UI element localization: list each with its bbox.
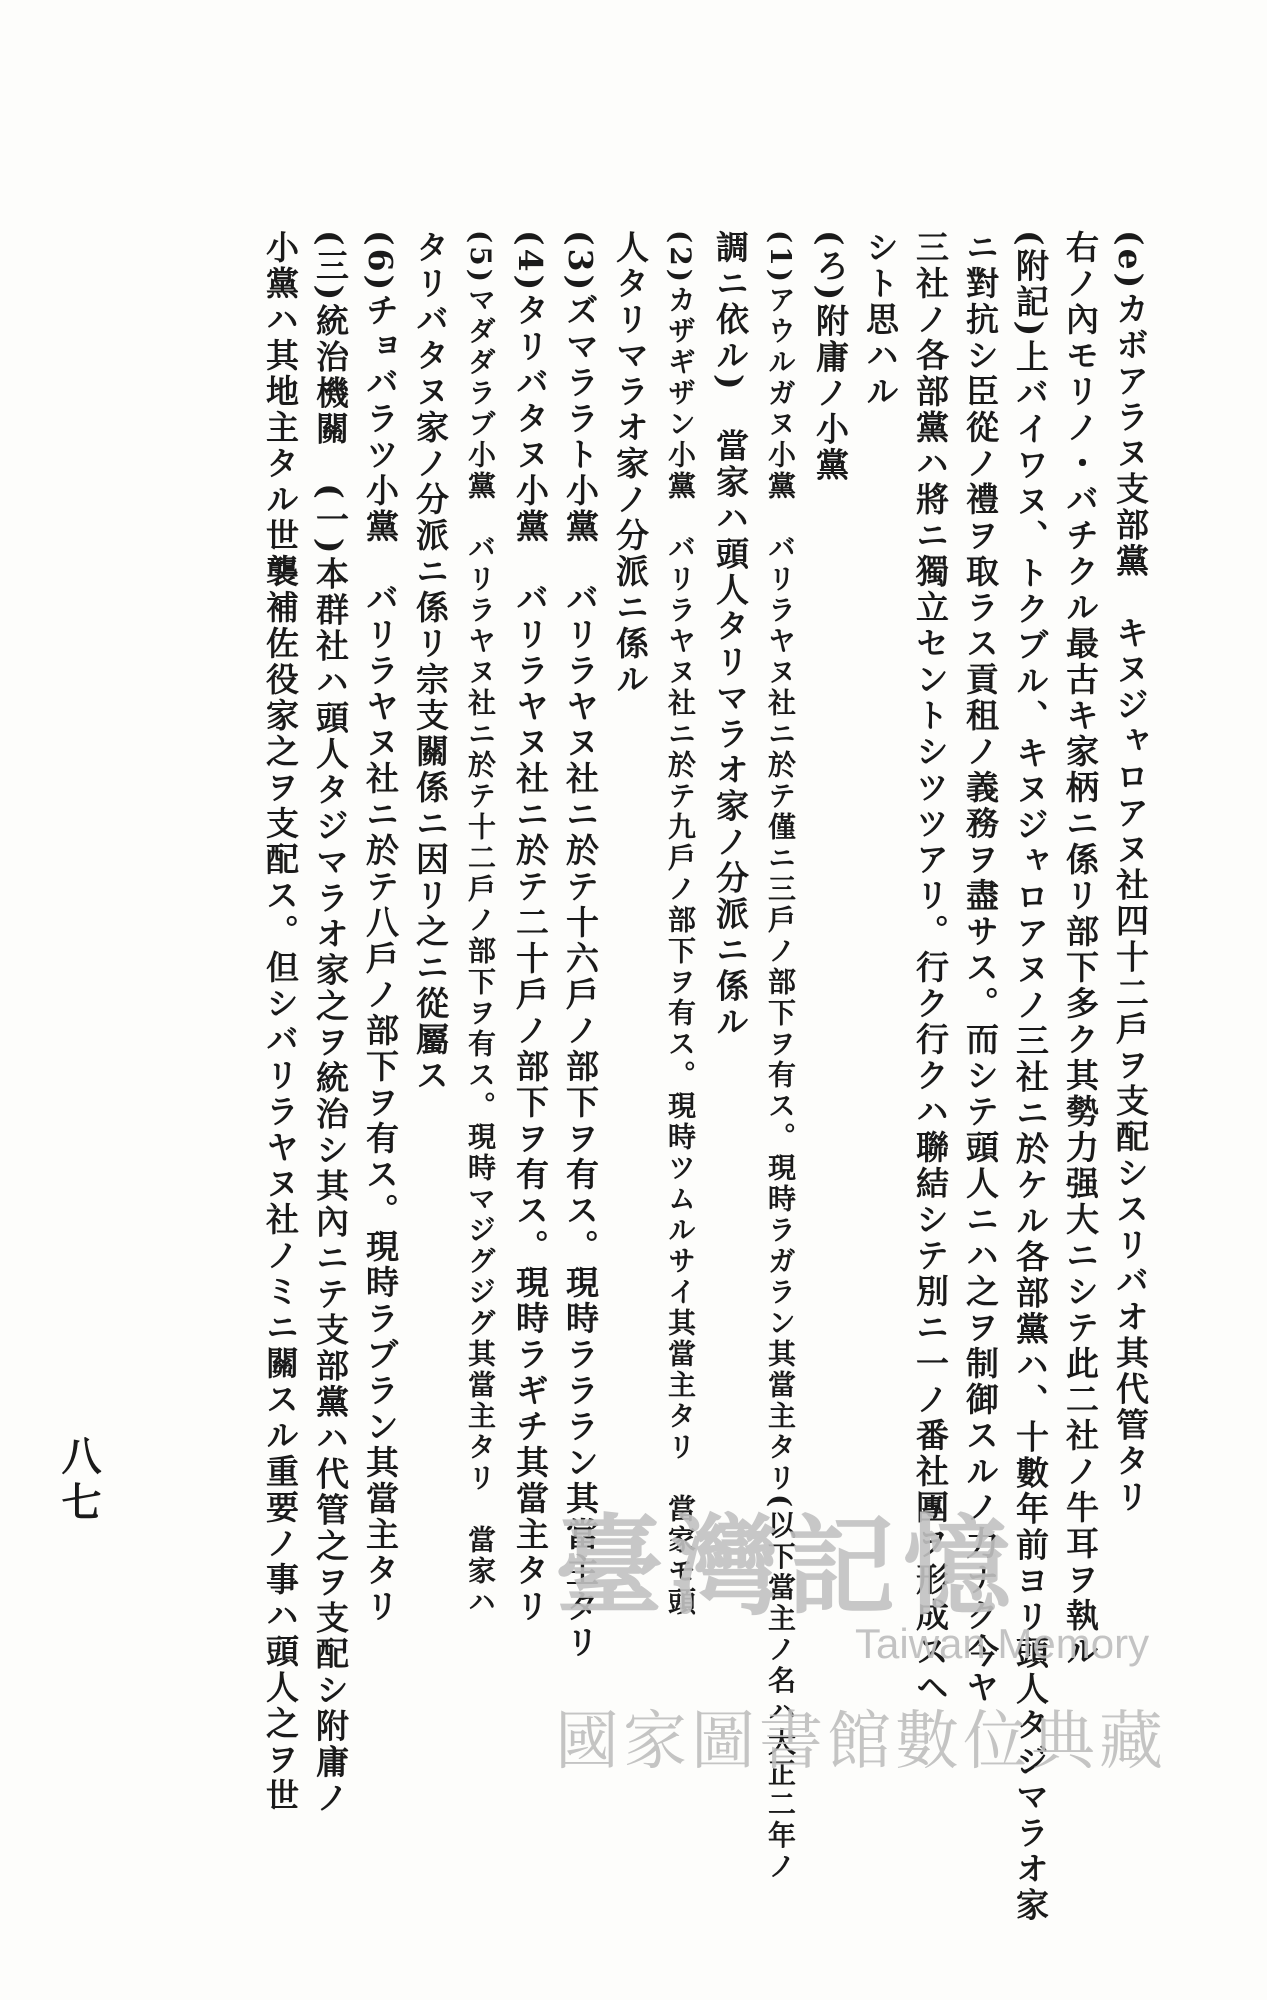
watermark-english: Taiwan Memory [855,1620,1150,1667]
text-column-11: 人タリマラオ家ノ分派ニ係ル [611,230,650,698]
text-column-2: 右ノ內モリノ・バチクル最古キ家柄ニ係リ部下多ク其勢力强大ニシテ此二社ノ牛耳ヲ執ル [1061,230,1100,1670]
text-column-10: (2)カザギザン小黨 バリラヤヌ社ニ於テ九戶ノ部下ヲ有ス。現時ツムルサイ其當主タリ 當家モ頭 [664,230,697,1618]
text-column-17: (三)統治機關 (一)本群社ハ頭人タジマラオ家之ヲ統治シ其內ニテ支部黨ハ代管之ヲ支配シ附庸ノ [311,230,350,1817]
watermark-chinese: 臺灣記憶 [555,1504,1020,1630]
page-number: 八七 [55,1435,102,1527]
text-column-15: タリバタヌ家ノ分派ニ係リ宗支關係ニ因リ之ニ從屬ス [411,230,450,1094]
text-column-18: 小黨ハ其地主タル世襲補佐役家之ヲ支配ス。但シバリラヤヌ社ノミニ關スル重要ノ事ハ頭人之ヲ世 [261,230,300,1814]
text-column-5: 三社ノ各部黨ハ將ニ獨立セントシツツアリ。行ク行クハ聯結シテ別ニ一ノ番社團ヲ形成スヘ [911,230,950,1706]
text-column-16: (6)チョバラツ小黨 バリラヤヌ社ニ於テ八戶ノ部下ヲ有ス。現時ラブラン其當主タリ [361,230,400,1626]
text-column-7: (ろ)附庸ノ小黨 [811,230,850,484]
text-column-14: (5)マダダラブ小黨 バリラヤヌ社ニ於テ十二戶ノ部下ヲ有ス。現時マジグジグ其當主タリ 當家ハ [464,230,497,1618]
text-column-3: (附記)上バイワヌ、トクブル、キヌジャロアヌノ三社ニ於ケル各部黨ハ、十數年前ヨリ頭人タジマラオ家 [1011,230,1050,1924]
text-column-6: シト思ハル [861,230,900,410]
text-column-1: (e)カボアラヌ支部黨 キヌジャロアヌ社四十二戶ヲ支配シスリバオ其代管タリ [1111,230,1150,1516]
watermark-subtitle: 國家圖書館數位典藏 [555,1705,1167,1779]
text-column-8: (1)アウルガヌ小黨 バリラヤヌ社ニ於テ僅ニ三戶ノ部下ヲ有ス。現時ラガラン其當主タリ(以下當主ノ名ハ大正二年ノ [764,230,797,1883]
text-column-9: 調ニ依ル) 當家ハ頭人タリマラオ家ノ分派ニ係ル [711,230,750,1041]
text-column-4: ニ對抗シ臣從ノ禮ヲ取ラス貢租ノ義務ヲ盡サス。而シテ頭人ニハ之ヲ制御スルノ力ナク今ヤ [961,230,1000,1706]
text-column-12: (3)ズマララト小黨 バリラヤヌ社ニ於テ十六戶ノ部下ヲ有ス。現時ラララン其當主タリ [561,230,600,1662]
text-column-13: (4)タリバタヌ小黨 バリラヤヌ社ニ於テ二十戶ノ部下ヲ有ス。現時ラギチ其當主タリ [511,230,550,1626]
